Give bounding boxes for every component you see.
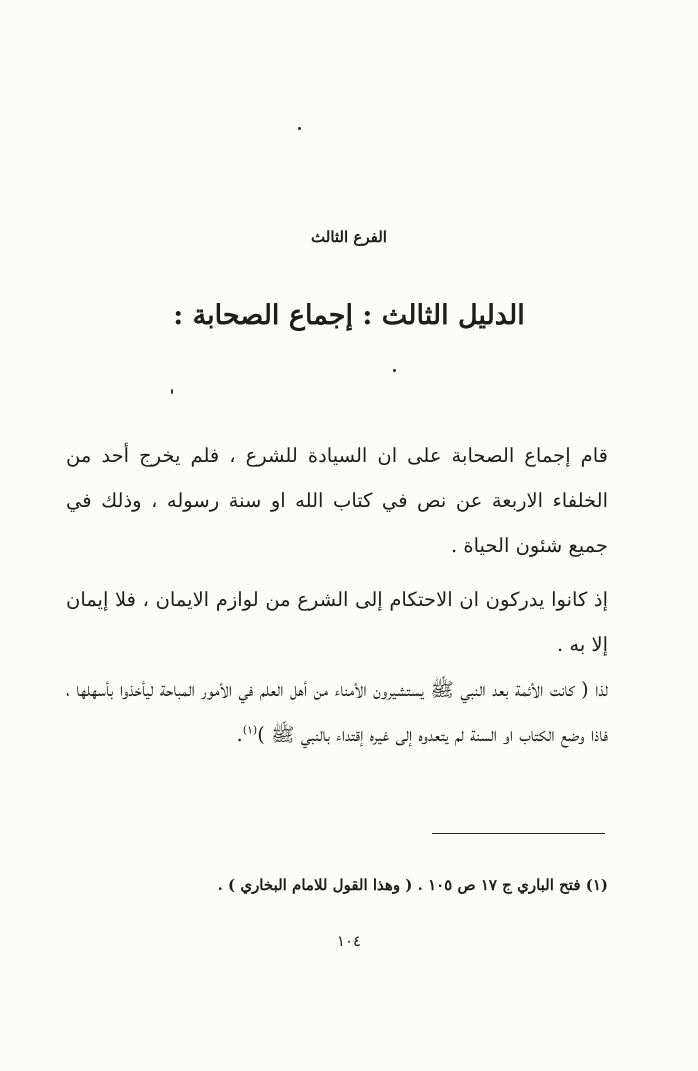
section-label: الفرع الثالث [311, 228, 387, 246]
paragraph-2: إذ كانوا يدركون ان الاحتكام إلى الشرع من لوازم الايمان ، فلا إيمان إلا به . [66, 588, 608, 656]
footnote-reference: (١) [242, 723, 258, 737]
page-heading: الدليل الثالث : إجماع الصحابة : [173, 300, 525, 331]
paper-speck [393, 369, 396, 372]
paragraph-3-end: . [236, 723, 243, 746]
paper-speck [171, 389, 173, 394]
paragraph-3-text: لذا ( كانت الأئمة بعد النبي ﷺ يستشيرون الأمناء من أهل العلم في الأمور المباحة ليأخذوا بأسهلها ، فاذا وضع الكتاب او السنة لم يتعدوه إلى غيره إقتداء بالنبي ﷺ ) [66, 678, 608, 746]
footnote: (١) فتح الباري ج ١٧ ص ١٠٥ . ( وهذا القول للامام البخاري ) . [217, 876, 608, 894]
footnote-divider [432, 833, 605, 834]
paragraph-3 [66, 667, 608, 757]
page-number: ١٠٤ [336, 932, 362, 950]
paragraph-1: قام إجماع الصحابة على ان السيادة للشرع ، فلم يخرج أحد من الخلفاء الاربعة عن نص في كتاب الله او سنة رسوله ، وذلك في جميع شئون الحياة . [66, 444, 608, 557]
paper-speck [298, 127, 301, 130]
